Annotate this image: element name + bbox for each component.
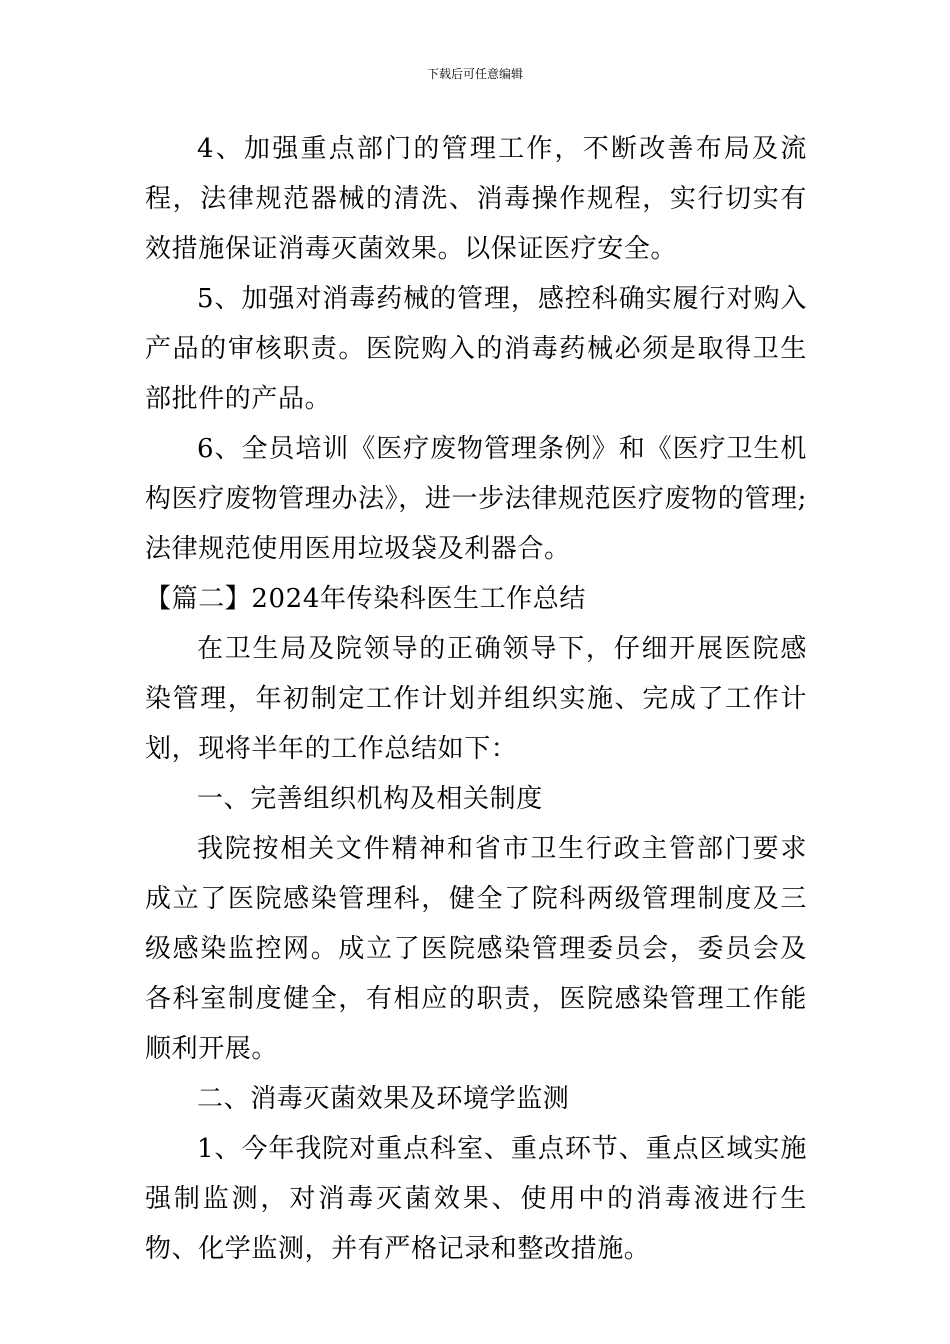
paragraph-section-2-item-1: 1、今年我院对重点科室、重点环节、重点区域实施强制监测，对消毒灭菌效果、使用中的消毒液进行生物、化学监测，并有严格记录和整改措施。	[145, 1134, 807, 1264]
section-title-part-two: 【篇二】2024年传染科医生工作总结	[145, 584, 586, 614]
page-header: 下载后可任意编辑	[426, 67, 523, 81]
paragraph-section-1-body: 我院按相关文件精神和省市卫生行政主管部门要求成立了医院感染管理科，健全了院科两级管理制度及三级感染监控网。成立了医院感染管理委员会，委员会及各科室制度健全，有相应的职责，医院感染管理工作能顺利开展。	[145, 834, 807, 1064]
paragraph-intro: 在卫生局及院领导的正确领导下，仔细开展医院感染管理，年初制定工作计划并组织实施、完成了工作计划，现将半年的工作总结如下：	[145, 634, 807, 764]
paragraph-item-6: 6、全员培训《医疗废物管理条例》和《医疗卫生机构医疗废物管理办法》，进一步法律规范医疗废物的管理;法律规范使用医用垃圾袋及利器合。	[145, 434, 807, 564]
paragraph-item-5: 5、加强对消毒药械的管理，感控科确实履行对购入产品的审核职责。医院购入的消毒药械必须是取得卫生部批件的产品。	[145, 284, 807, 414]
section-heading-1: 一、完善组织机构及相关制度	[197, 784, 543, 814]
section-heading-2: 二、消毒灭菌效果及环境学监测	[197, 1084, 570, 1114]
paragraph-item-4: 4、加强重点部门的管理工作，不断改善布局及流程，法律规范器械的清洗、消毒操作规程，实行切实有效措施保证消毒灭菌效果。以保证医疗安全。	[145, 134, 807, 264]
document-body	[145, 124, 807, 1274]
